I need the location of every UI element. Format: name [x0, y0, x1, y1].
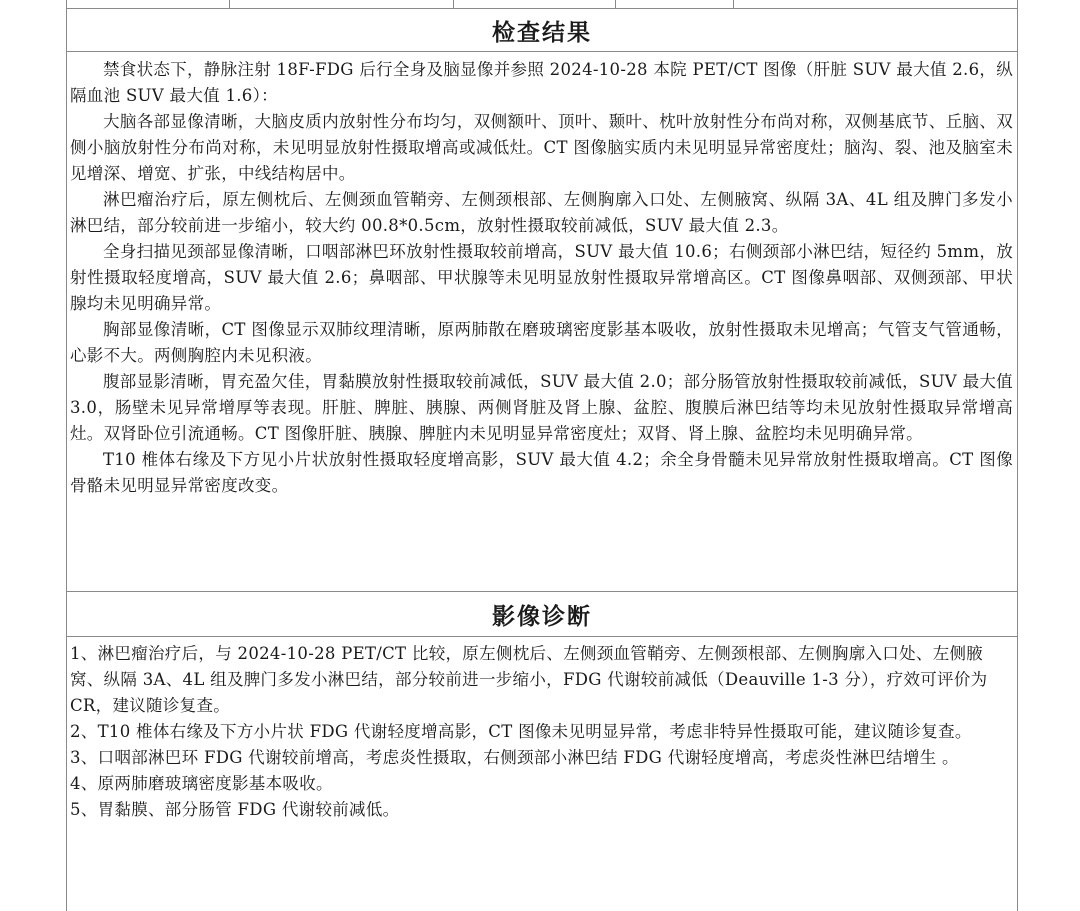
diagnosis-title-divider [67, 636, 1017, 637]
top-cell-divider [733, 0, 734, 8]
diagnosis-item: 5、胃黏膜、部分肠管 FDG 代谢较前减低。 [70, 800, 400, 819]
diagnosis-item: 2、T10 椎体右缘及下方小片状 FDG 代谢轻度增高影，CT 图像未见明显异常，考虑非特异性摄取可能，建议随诊复查。 [70, 722, 972, 741]
section-divider [67, 591, 1017, 592]
top-cell-divider [229, 0, 230, 8]
top-table-row-fragment [67, 0, 1017, 9]
findings-paragraph: 胸部显像清晰，CT 图像显示双肺纹理清晰，原两肺散在磨玻璃密度影基本吸收，放射性摄取未见增高；气管支气管通畅，心影不大。两侧胸腔内未见积液。 [70, 320, 1013, 365]
findings-paragraph: 腹部显影清晰，胃充盈欠佳，胃黏膜放射性摄取较前减低，SUV 最大值 2.0；部分肠管放射性摄取较前减低，SUV 最大值 3.0，肠壁未见异常增厚等表现。肝脏、脾脏、胰腺、两侧肾脏及肾上腺、盆腔、腹膜后淋巴结等均未见放射性摄取异常增高灶。双肾卧位引流通畅。CT 图像肝脏、胰腺、脾脏内未见明显异常密度灶；双肾、肾上腺、盆腔均未见明确异常。 [70, 372, 1013, 443]
top-cell-divider [615, 0, 616, 8]
findings-body [70, 57, 1013, 499]
top-cell-divider [453, 0, 454, 8]
diagnosis-item: 3、口咽部淋巴环 FDG 代谢较前增高，考虑炎性摄取，右侧颈部小淋巴结 FDG 代谢轻度增高，考虑炎性淋巴结增生 。 [70, 748, 959, 767]
diagnosis-item: 4、原两肺磨玻璃密度影基本吸收。 [70, 774, 333, 793]
diagnosis-item: 1、淋巴瘤治疗后，与 2024-10-28 PET/CT 比较，原左侧枕后、左侧颈血管鞘旁、左侧颈根部、左侧胸廓入口处、左侧腋窝、纵隔 3A、4L 组及脾门多发小淋巴结，部分较前进一步缩小，FDG 代谢较前减低（Deauville 1-3 分），疗效可评价为 CR，建议随诊复查。 [70, 644, 988, 715]
findings-title: 检查结果 [492, 20, 592, 46]
findings-paragraph: 淋巴瘤治疗后，原左侧枕后、左侧颈血管鞘旁、左侧颈根部、左侧胸廓入口处、左侧腋窝、纵隔 3A、4L 组及脾门多发小淋巴结，部分较前进一步缩小，较大约 00.8*0.5cm，放射性摄取较前减低，SUV 最大值 2.3。 [70, 190, 1013, 235]
findings-paragraph: T10 椎体右缘及下方见小片状放射性摄取轻度增高影，SUV 最大值 4.2；余全身骨髓未见异常放射性摄取增高。CT 图像骨骼未见明显异常密度改变。 [70, 450, 1013, 495]
report-frame [66, 0, 1018, 911]
findings-paragraph: 全身扫描见颈部显像清晰，口咽部淋巴环放射性摄取较前增高，SUV 最大值 10.6；右侧颈部小淋巴结，短径约 5mm，放射性摄取轻度增高，SUV 最大值 2.6；鼻咽部、甲状腺等未见明显放射性摄取异常增高区。CT 图像鼻咽部、双侧颈部、甲状腺均未见明确异常。 [70, 242, 1013, 313]
findings-paragraph: 大脑各部显像清晰，大脑皮质内放射性分布均匀，双侧额叶、顶叶、颞叶、枕叶放射性分布尚对称，双侧基底节、丘脑、双侧小脑放射性分布尚对称，未见明显放射性摄取增高或减低灶。CT 图像脑实质内未见明显异常密度灶；脑沟、裂、池及脑室未见增深、增宽、扩张，中线结构居中。 [70, 112, 1013, 183]
findings-title-divider [67, 51, 1017, 52]
diagnosis-title: 影像诊断 [492, 604, 592, 630]
findings-paragraph: 禁食状态下，静脉注射 18F-FDG 后行全身及脑显像并参照 2024-10-28 本院 PET/CT 图像（肝脏 SUV 最大值 2.6，纵隔血池 SUV 最大值 1.6）： [70, 60, 1013, 105]
diagnosis-body [70, 641, 1013, 823]
